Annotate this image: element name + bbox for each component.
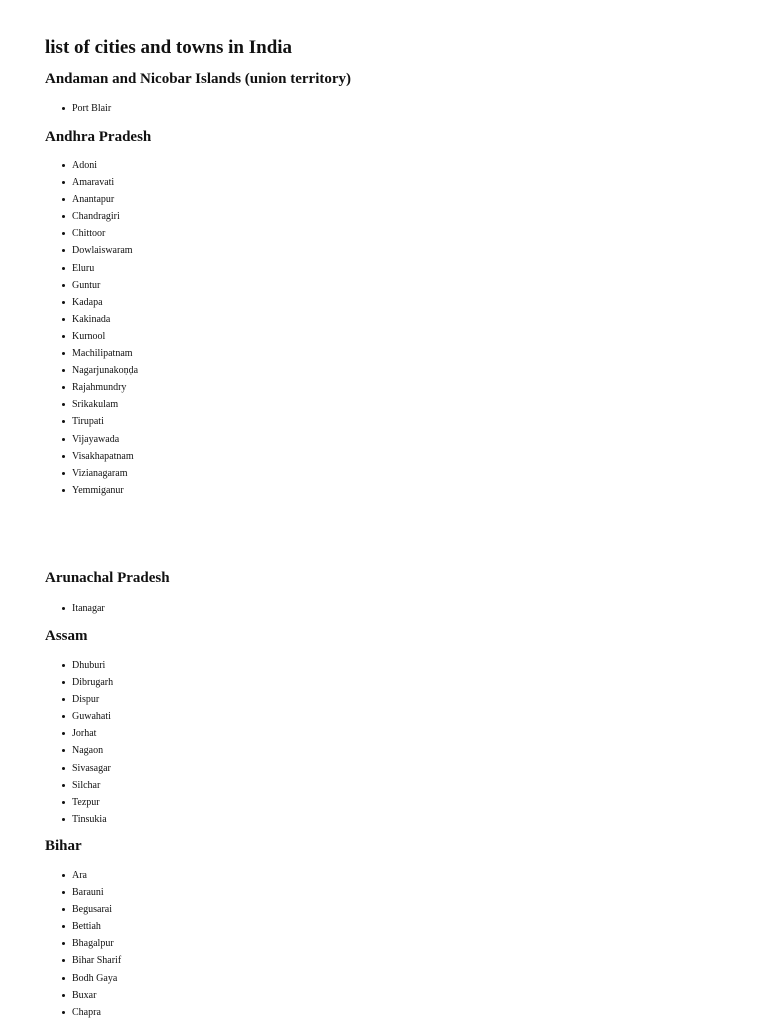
bullet-icon <box>62 664 65 667</box>
bullet-icon <box>62 681 65 684</box>
bullet-icon <box>62 107 65 110</box>
bullet-icon <box>62 801 65 804</box>
list-item: Chapra <box>45 1004 121 1021</box>
bullet-icon <box>62 472 65 475</box>
bullet-icon <box>62 977 65 980</box>
list-item: Dispur <box>45 691 113 708</box>
list-item: Sivasagar <box>45 760 113 777</box>
list-item: Port Blair <box>45 100 351 117</box>
list-item: Itanagar <box>45 600 170 617</box>
section-heading: Bihar <box>45 838 82 854</box>
list-item: Vijayawada <box>45 431 151 448</box>
bullet-icon <box>62 352 65 355</box>
document-page <box>45 0 745 1024</box>
city-list <box>45 867 121 1021</box>
section-heading: Arunachal Pradesh <box>45 570 170 586</box>
bullet-icon <box>62 386 65 389</box>
section-heading: Assam <box>45 628 88 644</box>
bullet-icon <box>62 215 65 218</box>
bullet-icon <box>62 994 65 997</box>
section-heading: Andaman and Nicobar Islands (union territory) <box>45 71 352 87</box>
bullet-icon <box>62 767 65 770</box>
bullet-icon <box>62 959 65 962</box>
list-item: Guntur <box>45 277 151 294</box>
list-item: Tirupati <box>45 413 151 430</box>
bullet-icon <box>62 732 65 735</box>
bullet-icon <box>62 181 65 184</box>
bullet-icon <box>62 607 65 610</box>
list-item: Eluru <box>45 260 151 277</box>
bullet-icon <box>62 403 65 406</box>
city-list <box>45 657 113 828</box>
section-arunachal-pradesh <box>45 568 170 617</box>
list-item: Rajahmundry <box>45 379 151 396</box>
bullet-icon <box>62 891 65 894</box>
list-item: Kakinada <box>45 311 151 328</box>
bullet-icon <box>62 455 65 458</box>
list-item: Silchar <box>45 777 113 794</box>
section-andhra-pradesh <box>45 127 151 499</box>
list-item: Barauni <box>45 884 121 901</box>
list-item: Ara <box>45 867 121 884</box>
section-andaman-nicobar <box>45 69 351 117</box>
list-item: Bodh Gaya <box>45 970 121 987</box>
bullet-icon <box>62 698 65 701</box>
bullet-icon <box>62 784 65 787</box>
bullet-icon <box>62 249 65 252</box>
bullet-icon <box>62 908 65 911</box>
bullet-icon <box>62 164 65 167</box>
list-item: Visakhapatnam <box>45 448 151 465</box>
city-list <box>45 157 151 499</box>
list-item: Kadapa <box>45 294 151 311</box>
list-item: Tinsukia <box>45 811 113 828</box>
city-list <box>45 100 351 117</box>
bullet-icon <box>62 284 65 287</box>
bullet-icon <box>62 818 65 821</box>
list-item: Nagaon <box>45 742 113 759</box>
section-bihar <box>45 836 121 1021</box>
bullet-icon <box>62 301 65 304</box>
list-item: Begusarai <box>45 901 121 918</box>
bullet-icon <box>62 318 65 321</box>
list-item: Jorhat <box>45 725 113 742</box>
list-item: Yemmiganur <box>45 482 151 499</box>
bullet-icon <box>62 489 65 492</box>
bullet-icon <box>62 335 65 338</box>
list-item: Vizianagaram <box>45 465 151 482</box>
bullet-icon <box>62 420 65 423</box>
bullet-icon <box>62 925 65 928</box>
list-item: Nagarjunakoṇḍa <box>45 362 151 379</box>
bullet-icon <box>62 267 65 270</box>
bullet-icon <box>62 749 65 752</box>
list-item: Tezpur <box>45 794 113 811</box>
list-item: Dowlaiswaram <box>45 242 151 259</box>
list-item: Chandragiri <box>45 208 151 225</box>
list-item: Buxar <box>45 987 121 1004</box>
section-assam <box>45 626 113 828</box>
list-item: Bettiah <box>45 918 121 935</box>
list-item: Bhagalpur <box>45 935 121 952</box>
city-list <box>45 600 170 617</box>
bullet-icon <box>62 1011 65 1014</box>
list-item: Adoni <box>45 157 151 174</box>
bullet-icon <box>62 232 65 235</box>
bullet-icon <box>62 198 65 201</box>
list-item: Bihar Sharif <box>45 952 121 969</box>
list-item: Machilipatnam <box>45 345 151 362</box>
bullet-icon <box>62 369 65 372</box>
section-heading: Andhra Pradesh <box>45 129 152 145</box>
bullet-icon <box>62 942 65 945</box>
list-item: Srikakulam <box>45 396 151 413</box>
list-item: Guwahati <box>45 708 113 725</box>
list-item: Dibrugarh <box>45 674 113 691</box>
list-item: Amaravati <box>45 174 151 191</box>
list-item: Anantapur <box>45 191 151 208</box>
bullet-icon <box>62 715 65 718</box>
list-item: Chittoor <box>45 225 151 242</box>
list-item: Dhuburi <box>45 657 113 674</box>
page-title: list of cities and towns in India <box>45 37 293 58</box>
bullet-icon <box>62 438 65 441</box>
list-item: Kurnool <box>45 328 151 345</box>
bullet-icon <box>62 874 65 877</box>
